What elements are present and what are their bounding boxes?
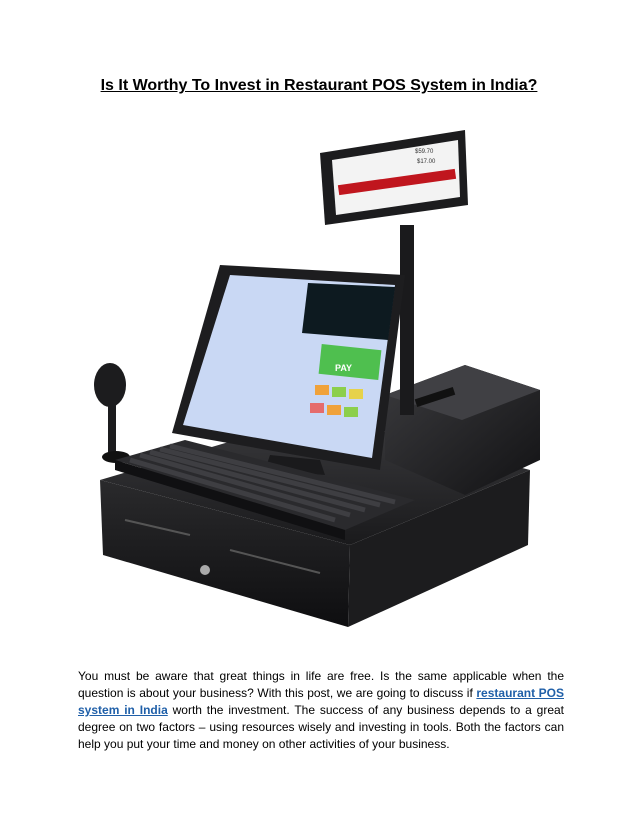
restaurant-pos-link[interactable]: restaurant POS system in India: [78, 686, 564, 717]
touch-monitor: [172, 265, 405, 475]
paragraph-text-end: worth the investment. The success of any business depends to a great degree on two factors – using resources wisely and investing in tools. Both the factors can help you put your time and money on other activities of your business.: [78, 703, 564, 751]
page-title: Is It Worthy To Invest in Restaurant POS System in India?: [100, 77, 538, 94]
body-paragraph: [78, 668, 564, 753]
customer-display: [320, 130, 468, 225]
display-pole: [400, 225, 414, 415]
customer-amount-1: $59.70: [415, 149, 434, 155]
barcode-scanner: [94, 363, 130, 463]
paragraph-text-start: You must be aware that great things in life are free. Is the same applicable when the question is about your business? With this post, we are going to discuss if: [78, 669, 564, 700]
pos-system-image: [70, 115, 570, 640]
pay-button-label: PAY: [335, 363, 353, 373]
drawer-lock-icon: [200, 565, 210, 575]
customer-amount-2: $17.00: [417, 159, 436, 165]
